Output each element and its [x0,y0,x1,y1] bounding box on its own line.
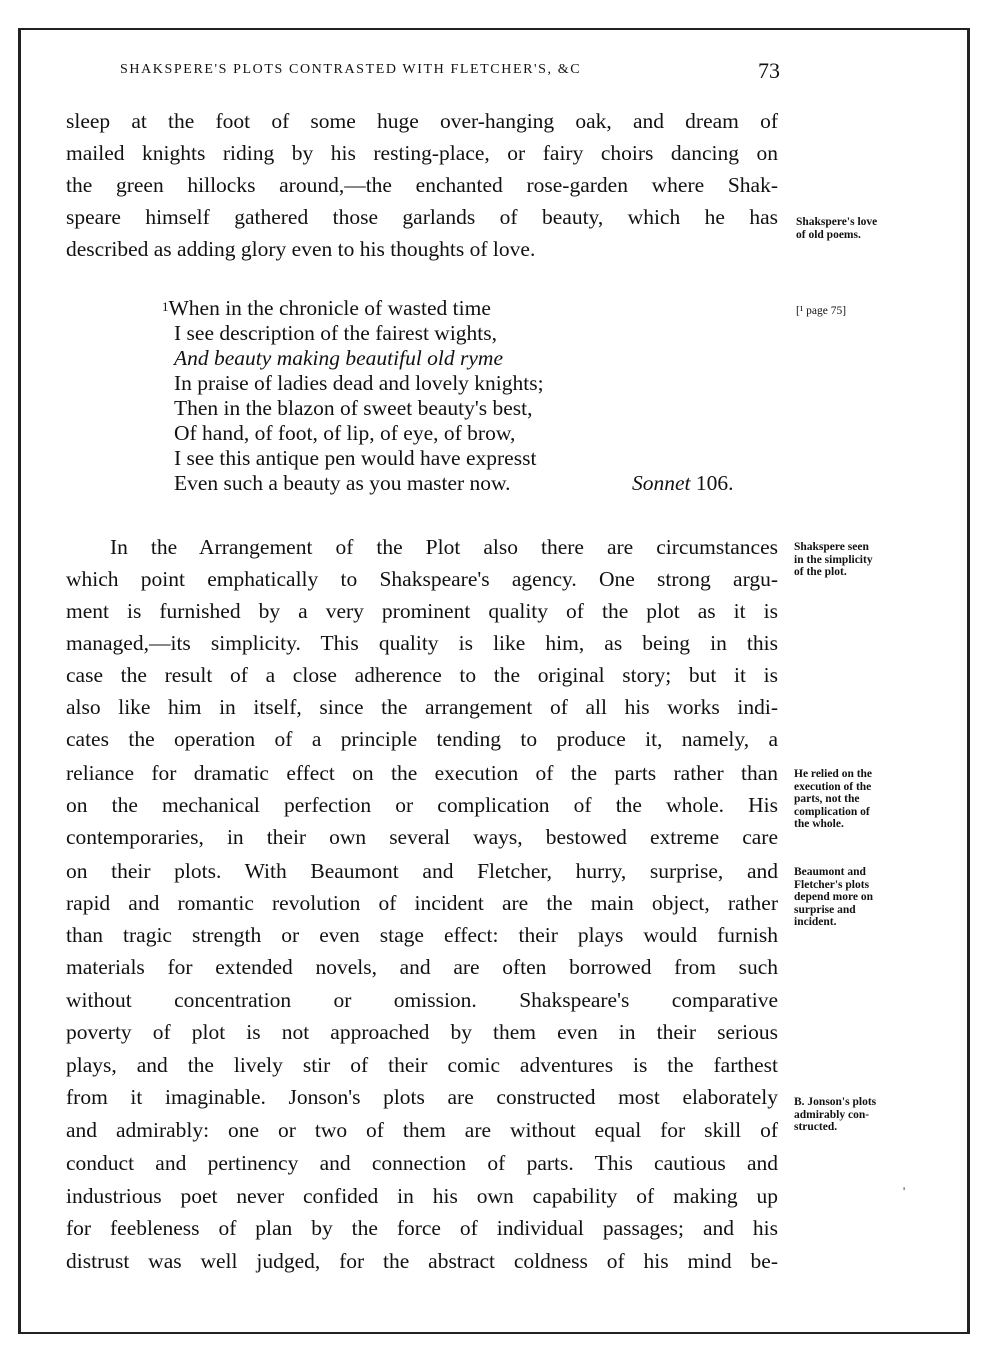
text-line: mailed knights riding by his resting-place, or fairy choirs dancing on [66,141,778,165]
text-line: sleep at the foot of some huge over-hanging oak, and dream of [66,109,778,133]
text-line: the green hillocks around,—the enchanted rose-garden where Shak- [66,173,778,197]
text-line: In the Arrangement of the Plot also there are circumstances [110,535,778,559]
sidenote-jonson: B. Jonson's plots admirably con- structed. [794,1096,877,1133]
verse-line: Of hand, of foot, of lip, of eye, of brow, [174,421,516,445]
sidenote-love-of-old-poems: Shakspere's love of old poems. [796,216,878,241]
text-line: conduct and pertinency and connection of parts. This cautious and [66,1151,778,1175]
text-line: poverty of plot is not approached by them even in their serious [66,1020,778,1044]
verse-line: I see this antique pen would have expresst [174,446,537,470]
text-line: than tragic strength or even stage effect: their plays would furnish [66,923,778,947]
footnote-marker: 1 [162,299,169,314]
text-line: ment is furnished by a very prominent quality of the plot as it is [66,599,778,623]
text-line: plays, and the lively stir of their comic adventures is the farthest [66,1053,778,1077]
sonnet-citation: Sonnet 106. [632,471,734,495]
text-line: reliance for dramatic effect on the execution of the parts rather than [66,761,778,785]
verse-line: Even such a beauty as you master now. [174,471,511,495]
text-line: industrious poet never confided in his own capability of making up [66,1184,778,1208]
verse-line: Then in the blazon of sweet beauty's best, [174,396,533,420]
verse-line: In praise of ladies dead and lovely knights; [174,371,544,395]
text-line: contemporaries, in their own several ways, bestowed extreme care [66,825,778,849]
text-line: on the mechanical perfection or complication of the whole. His [66,793,778,817]
verse-line: I see description of the fairest wights, [174,321,498,345]
text-line: managed,—its simplicity. This quality is like him, as being in this [66,631,778,655]
text-line: case the result of a close adherence to the original story; but it is [66,663,778,687]
text-line: on their plots. With Beaumont and Fletcher, hurry, surprise, and [66,859,778,883]
text-line: and admirably: one or two of them are without equal for skill of [66,1118,778,1142]
sidenote-execution: He relied on the execution of the parts, not the complication of the whole. [794,768,873,830]
running-header [120,58,780,92]
text-line: also like him in itself, since the arrangement of all his works indi- [66,695,778,719]
text-line: distrust was well judged, for the abstract coldness of his mind be- [66,1249,778,1273]
verse-line: And beauty making beautiful old ryme [174,346,503,370]
sidenote-beaumont-fletcher: Beaumont and Fletcher's plots depend more on surprise and incident. [794,866,874,928]
text-line: materials for extended novels, and are often borrowed from such [66,955,778,979]
page-number: 73 [758,58,780,83]
text-line: speare himself gathered those garlands of beauty, which he has [66,205,778,229]
header-title: SHAKSPERE'S PLOTS CONTRASTED WITH FLETCHER'S, &C [120,62,582,77]
text-line: from it imaginable. Jonson's plots are constructed most elaborately [66,1085,778,1109]
stray-mark: ' [903,1184,906,1198]
sidenote-page-reference: [¹ page 75] [796,305,847,317]
sidenote-simplicity: Shakspere seen in the simplicity of the plot. [794,541,873,578]
text-line: cates the operation of a principle tending to produce it, namely, a [66,727,778,751]
text-line: rapid and romantic revolution of incident are the main object, rather [66,891,778,915]
verse-line: $^1$When in the chronicle of wasted time [162,296,491,320]
text-line: which point emphatically to Shakspeare's agency. One strong argu- [66,567,778,591]
text-line: without concentration or omission. Shakspeare's comparative [66,988,778,1012]
text-line: for feebleness of plan by the force of individual passages; and his [66,1216,778,1240]
text-line: described as adding glory even to his thoughts of love. [66,237,536,261]
